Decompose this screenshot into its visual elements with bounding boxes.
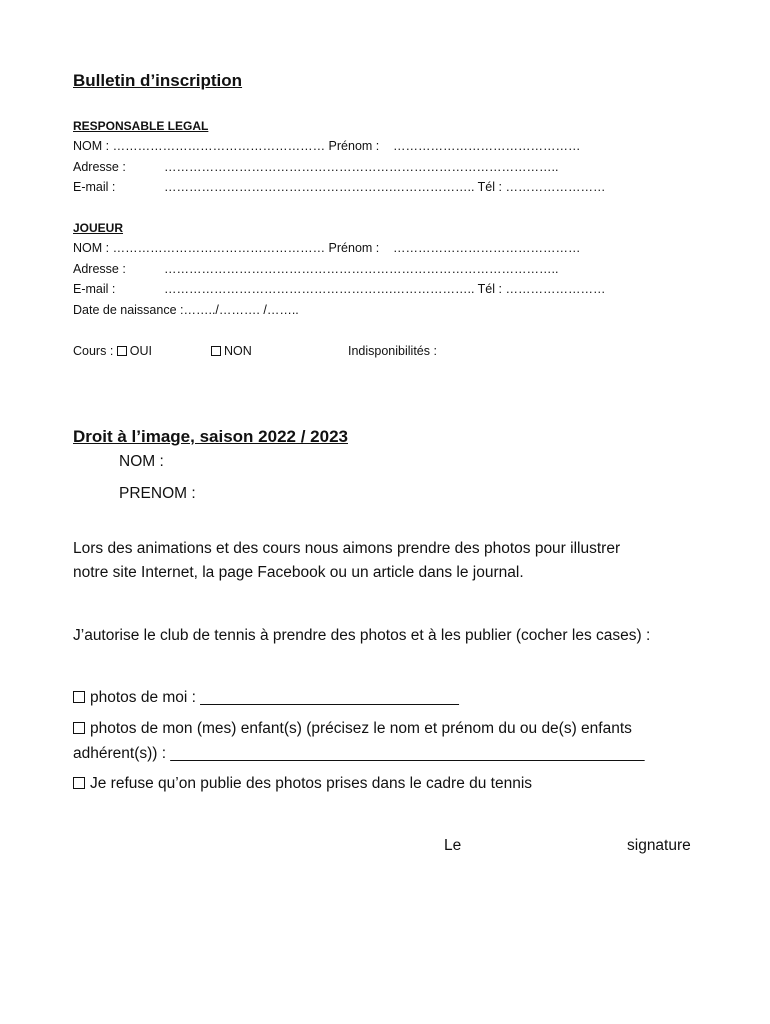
- responsable-prenom-field[interactable]: ………………………………………: [393, 139, 581, 153]
- photos-enfants-line-2: adhérent(s)) : _______________________________________________________: [73, 745, 645, 762]
- joueur-adresse-label: Adresse :: [73, 262, 126, 276]
- cours-non-option: [211, 344, 252, 358]
- responsable-nom-field[interactable]: NOM : …………………………………………… Prénom :: [73, 139, 380, 153]
- section-heading-joueur: JOUEUR: [73, 221, 124, 235]
- indisponibilites-label: Indisponibilités :: [348, 344, 437, 358]
- cours-oui-checkbox[interactable]: [117, 346, 127, 356]
- date-le-label: Le: [444, 837, 462, 854]
- joueur-email-tel-field[interactable]: ……………………………………………….……………….. Tél : ……………………: [164, 282, 606, 296]
- responsable-adresse-field[interactable]: …………………………………………………………………………………..: [164, 160, 559, 174]
- photos-enfants-label: photos de mon (mes) enfant(s) (précisez le nom et prénom du ou de(s) enfants: [90, 720, 632, 737]
- option-photos-moi: [73, 689, 459, 707]
- joueur-nom-field[interactable]: NOM : …………………………………………… Prénom :: [73, 241, 380, 255]
- joueur-email-label: E-mail :: [73, 282, 116, 296]
- option-photos-enfants: [73, 720, 632, 738]
- cours-non-label: NON: [224, 344, 252, 358]
- cours-oui-label: OUI: [129, 344, 153, 358]
- section-heading-responsable: RESPONSABLE LEGAL: [73, 119, 209, 133]
- joueur-naissance-field[interactable]: Date de naissance :……../………. /……..: [73, 303, 299, 317]
- cours-label: Cours :: [73, 344, 114, 358]
- cours-row: [73, 344, 152, 358]
- signature-label: signature: [627, 837, 691, 854]
- joueur-prenom-field[interactable]: ………………………………………: [393, 241, 581, 255]
- photos-moi-checkbox[interactable]: [73, 691, 85, 703]
- page-title: Bulletin d’inscription: [73, 71, 243, 90]
- responsable-email-tel-field[interactable]: ……………………………………………….……………….. Tél : ……………………: [164, 180, 606, 194]
- intro-paragraph-line-2: notre site Internet, la page Facebook ou un article dans le journal.: [73, 564, 524, 581]
- cours-non-checkbox[interactable]: [211, 346, 221, 356]
- photos-moi-label: photos de moi : ______________________________: [90, 689, 459, 706]
- intro-paragraph-line-1: Lors des animations et des cours nous aimons prendre des photos pour illustrer: [73, 540, 621, 557]
- responsable-email-label: E-mail :: [73, 180, 116, 194]
- authorization-statement: J’autorise le club de tennis à prendre des photos et à les publier (cocher les cases) :: [73, 627, 651, 644]
- refus-checkbox[interactable]: [73, 777, 85, 789]
- image-rights-title: Droit à l’image, saison 2022 / 2023: [73, 427, 348, 446]
- option-refus: [73, 775, 532, 793]
- photos-enfants-checkbox[interactable]: [73, 722, 85, 734]
- refus-label: Je refuse qu’on publie des photos prises dans le cadre du tennis: [90, 775, 533, 792]
- image-rights-prenom-label: PRENOM :: [119, 485, 196, 502]
- responsable-adresse-label: Adresse :: [73, 160, 126, 174]
- image-rights-nom-label: NOM :: [119, 453, 164, 470]
- joueur-adresse-field[interactable]: …………………………………………………………………………………..: [164, 262, 559, 276]
